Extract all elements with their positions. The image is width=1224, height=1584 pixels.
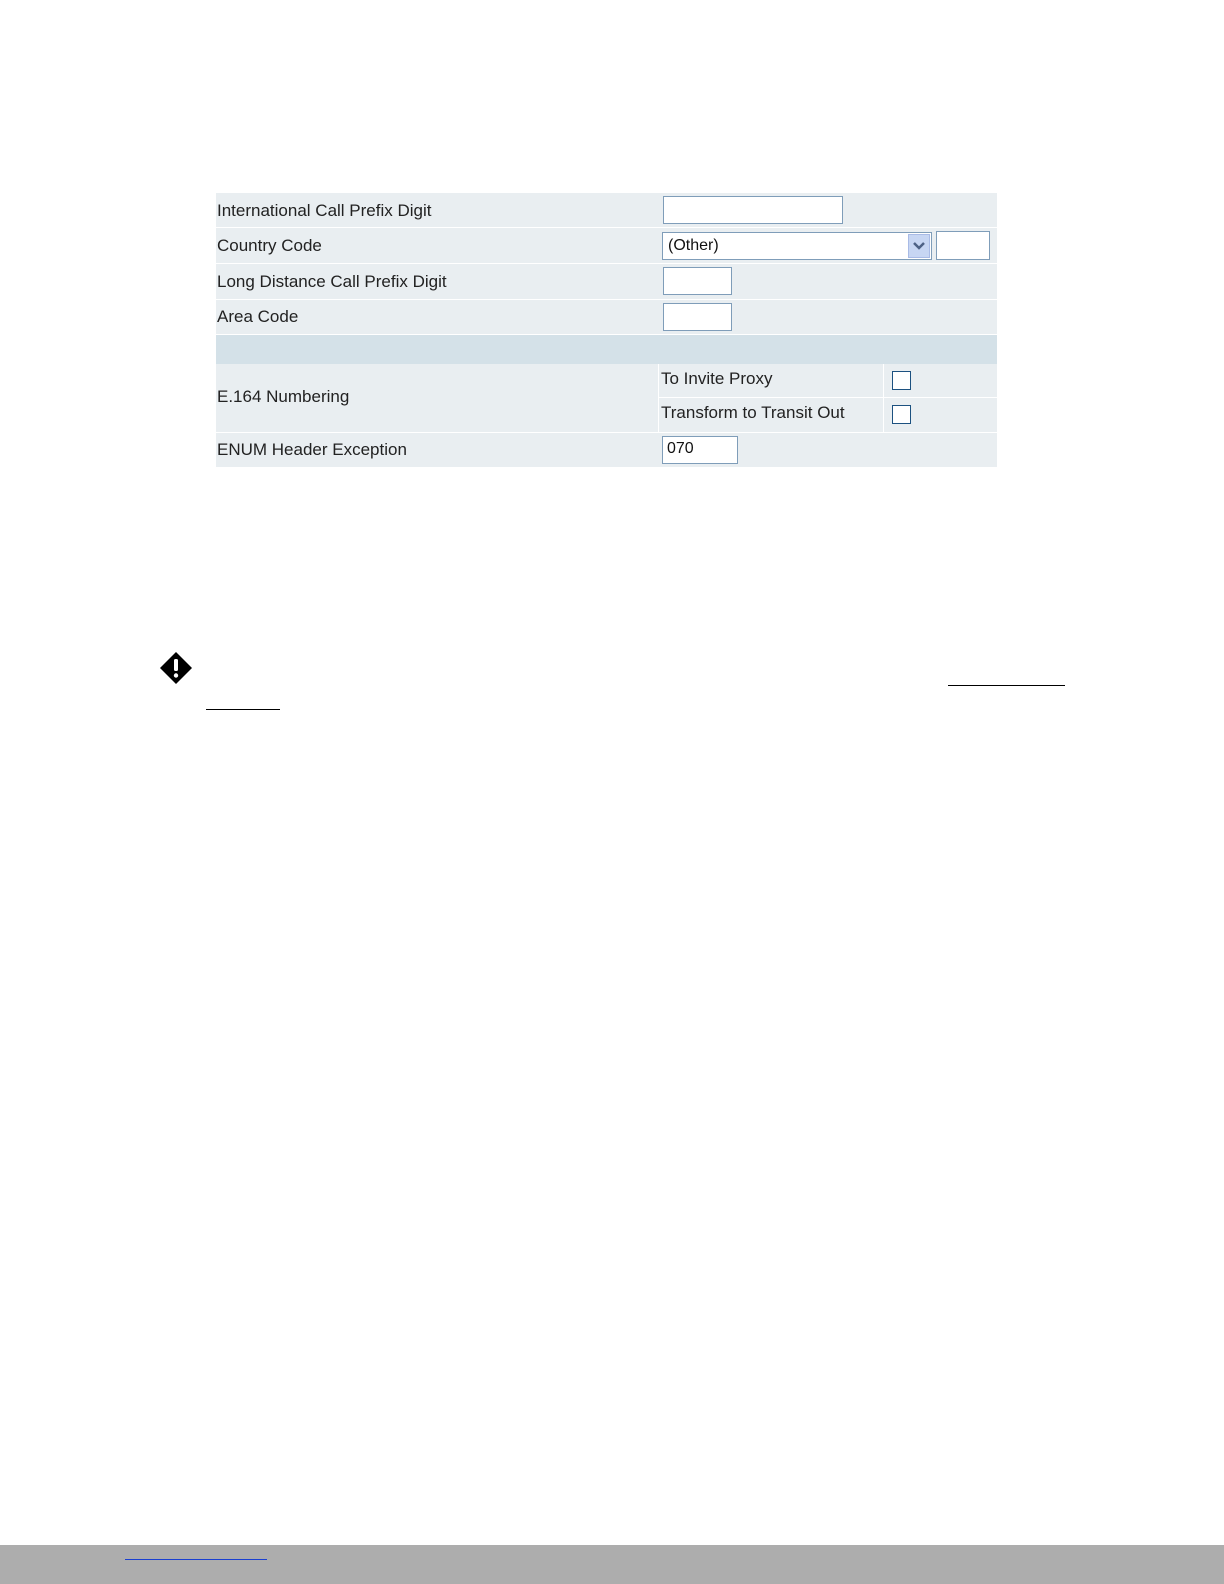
enum-header-exception-label: ENUM Header Exception — [217, 440, 407, 459]
page-footer — [0, 1545, 1224, 1584]
chevron-down-icon[interactable] — [908, 234, 930, 258]
country-code-selected-value: (Other) — [668, 237, 719, 254]
column-divider — [658, 364, 659, 433]
country-code-input[interactable] — [936, 231, 990, 260]
footer-link[interactable] — [125, 1559, 267, 1560]
enum-header-exception-input[interactable]: 070 — [662, 436, 738, 464]
row-international-call-prefix — [216, 193, 997, 228]
country-code-select[interactable] — [662, 232, 932, 260]
warning-diamond-icon — [159, 651, 193, 685]
dialing-settings-form — [216, 193, 997, 467]
e164-numbering-label: E.164 Numbering — [217, 387, 350, 406]
row-enum-header-exception — [216, 433, 997, 467]
row-divider — [659, 397, 997, 398]
to-invite-proxy-checkbox[interactable] — [892, 371, 911, 390]
row-country-code — [216, 228, 997, 264]
transform-to-transit-out-checkbox[interactable] — [892, 405, 911, 424]
transform-to-transit-out-label: Transform to Transit Out — [661, 403, 845, 422]
row-long-distance-prefix — [216, 264, 997, 300]
link-underline[interactable] — [206, 709, 280, 710]
international-call-prefix-label: International Call Prefix Digit — [217, 201, 432, 220]
area-code-label: Area Code — [217, 307, 299, 326]
long-distance-prefix-label: Long Distance Call Prefix Digit — [217, 272, 447, 291]
row-area-code — [216, 300, 997, 335]
international-call-prefix-input[interactable] — [663, 196, 843, 224]
row-e164-numbering — [216, 364, 997, 433]
column-divider — [883, 364, 884, 433]
area-code-input[interactable] — [663, 303, 732, 331]
long-distance-prefix-input[interactable] — [663, 267, 732, 295]
to-invite-proxy-label: To Invite Proxy — [661, 369, 773, 388]
country-code-label: Country Code — [217, 236, 322, 255]
link-underline[interactable] — [948, 685, 1065, 686]
section-separator — [216, 335, 997, 364]
